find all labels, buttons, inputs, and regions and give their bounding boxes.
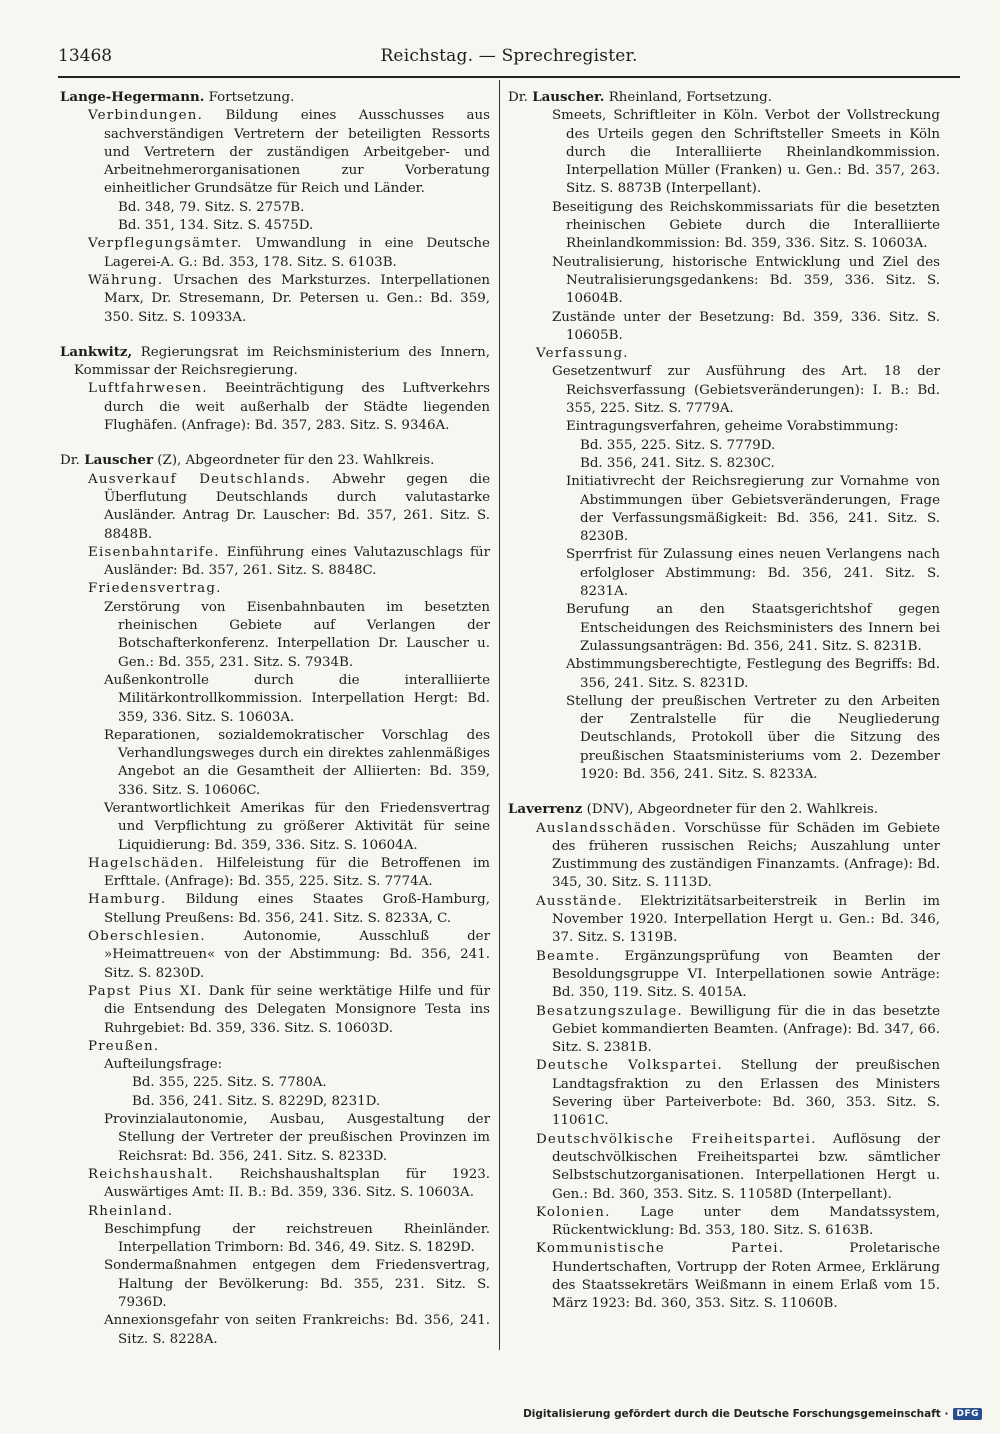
subject-keyword: Deutsche Volkspartei.	[536, 1058, 724, 1074]
sub-sub-subject: Abstimmungsberechtigte, Festlegung des Begriffs: Bd. 356, 241. Sitz. S. 8231D.	[566, 657, 940, 691]
subject-rheinland	[60, 1203, 490, 1221]
subject-keyword: Ausverkauf Deutschlands.	[88, 471, 312, 487]
reference: Bd. 351, 134. Sitz. S. 4575D.	[118, 218, 314, 234]
subject-auslandsschaeden: Auslandsschäden. Vorschüsse für Schäden im Gebiete des früheren russischen Reichs; Auszahlung unter Zustimmung des zuständigen Finanzamts. (Anfrage): Bd. 345, 30. Sitz. S. 1113D.	[536, 820, 940, 891]
subject-eisenbahntarife: Eisenbahntarife. Einführung eines Valutazuschlags für Ausländer: Bd. 357, 261. Sitz. S. 8848C.	[88, 544, 490, 579]
subject-deutsche-volkspartei: Deutsche Volkspartei. Stellung der preußischen Landtagsfraktion zu den Erlassen des Ministers Severing über Parteiverbote: Bd. 360, 353. Sitz. S. 11061C.	[536, 1058, 941, 1129]
sub-subject: Reparationen, sozialdemokratischer Vorschlag des Verhandlungsweges durch ein direktes zahlenmäßiges Angebot an die Gesamtheit der Alliierten: Bd. 359, 336. Sitz. S. 10606C.	[104, 727, 490, 798]
subject-keyword: Luftfahrwesen.	[88, 381, 208, 397]
subject-keyword: Ausstände.	[536, 893, 623, 909]
subject-reichshaushalt: Reichshaushalt. Reichshaushaltsplan für 1923. Auswärtiges Amt: II. B.: Bd. 359, 336. Sitz. S. 10603A.	[88, 1166, 490, 1201]
subject-kommunistische-partei: Kommunistische Partei. Proletarische Hundertschaften, Vortrupp der Roten Armee, Erklärung des Staatssekretärs Weißmann in einem Erlaß vom 15. März 1923: Bd. 360, 353. Sitz. S. 11060B.	[536, 1241, 940, 1312]
subject-keyword: Friedensvertrag.	[88, 581, 222, 597]
sub-sub-subject: Stellung der preußischen Vertreter zu den Arbeiten der Zentralstelle für die Neugliederung Deutschlands, Protokoll über die Sitzung des preußischen Staatsministeriums vom 2. Dezember 1920: Bd. 356, 241. Sitz. S. 8233A.	[566, 693, 940, 782]
subject-keyword: Hamburg.	[88, 892, 167, 908]
subject-besatzungszulage: Besatzungszulage. Bewilligung für die in das besetzte Gebiet kommandierten Beamten. (Anfrage): Bd. 347, 66. Sitz. S. 2381B.	[536, 1003, 940, 1056]
subject-hamburg: Hamburg. Bildung eines Staates Groß-Hamburg, Stellung Preußens: Bd. 356, 241. Sitz. S. 8233A, C.	[88, 892, 490, 926]
reference: Bd. 356, 241. Sitz. S. 8229D, 8231D.	[132, 1093, 381, 1109]
subject-friedensvertrag	[60, 580, 490, 598]
subject-keyword: Rheinland.	[88, 1203, 174, 1219]
entry-lankwitz	[60, 343, 490, 435]
sub-subject: Zerstörung von Eisenbahnbauten im besetzten rheinischen Gebiete auf Verlangen der Botschafterkonferenz. Interpellation Dr. Lauscher u. Gen.: Bd. 355, 231. Sitz. S. 7934B.	[104, 599, 490, 670]
sub-subject: Sondermaßnahmen entgegen dem Friedensvertrag, Haltung der Bevölkerung: Bd. 355, 231. Sitz. S. 7936D.	[104, 1258, 490, 1310]
subject-keyword: Verpflegungsämter.	[88, 236, 243, 252]
subject-keyword: Besatzungszulage.	[536, 1003, 683, 1019]
subject-oberschlesien: Oberschlesien. Autonomie, Ausschluß der »Heimattreuen« von der Abstimmung: Bd. 356, 241. Sitz. S. 8230D.	[88, 929, 490, 981]
reference: Bd. 356, 241. Sitz. S. 8230C.	[580, 455, 775, 471]
right-column	[508, 88, 940, 1324]
entry-heading: Lange-Hegermann. Fortsetzung.	[60, 89, 295, 105]
subject-ausstaende: Ausstände. Elektrizitätsarbeiterstreik in Berlin im November 1920. Interpellation Hergt u. Gen.: Bd. 346, 37. Sitz. S. 1319B.	[536, 893, 940, 946]
subject-keyword: Preußen.	[88, 1038, 160, 1054]
entry-name: Lange-Hegermann.	[60, 89, 205, 105]
page-title: Reichstag. — Sprechregister.	[380, 46, 638, 66]
entry-name: Laverrenz	[508, 801, 583, 818]
subject-verfassung	[508, 345, 940, 363]
subject-hagelschaeden: Hagelschäden. Hilfeleistung für die Betroffenen im Erfttale. (Anfrage): Bd. 355, 225. Sitz. S. 7774A.	[88, 855, 490, 890]
sub-subject: Verantwortlichkeit Amerikas für den Friedensvertrag und Verpflichtung zu größerer Aktivität für seine Liquidierung: Bd. 359, 336. Sitz. S. 10604A.	[104, 800, 490, 853]
subject-verbindungen: Verbindungen. Bildung eines Ausschusses aus sachverständigen Vertretern der beteiligten Ressorts und Vertretern der zuständigen Arbeitgeber- und Arbeitnehmerorganisationen zur Vorberatung einheitlicher Grundsätze für Reich und Länder.	[88, 108, 490, 197]
subject-kolonien: Kolonien. Lage unter dem Mandatssystem, Rückentwicklung: Bd. 353, 180. Sitz. S. 6163B.	[536, 1204, 940, 1239]
running-header	[58, 46, 960, 72]
dfg-logo-icon: DFG	[953, 1408, 982, 1420]
sub-subject: Beschimpfung der reichstreuen Rheinländer. Interpellation Trimborn: Bd. 346, 49. Sitz. S. 1829D.	[104, 1221, 490, 1256]
subject-keyword: Reichshaushalt.	[88, 1166, 214, 1182]
subject-keyword: Hagelschäden.	[88, 855, 205, 871]
subject-keyword: Papst Pius XI.	[88, 983, 203, 999]
reference: Bd. 348, 79. Sitz. S. 2757B.	[118, 199, 305, 215]
subject-beamte: Beamte. Ergänzungsprüfung von Beamten der Besoldungsgruppe VI. Interpellationen sowie Anträge: Bd. 350, 119. Sitz. S. 4015A.	[536, 948, 940, 1001]
subject-keyword: Verfassung.	[536, 346, 629, 362]
digitization-footer	[523, 1408, 982, 1420]
sub-subject: Aufteilungsfrage:	[104, 1057, 223, 1073]
entry-lauscher-continued	[508, 88, 940, 784]
subject-papst-pius: Papst Pius XI. Dank für seine werktätige Hilfe und für die Entsendung des Delegaten Monsignore Testa ins Ruhrgebiet: Bd. 359, 336. Sitz. S. 10603D.	[88, 983, 490, 1036]
reference: Bd. 355, 225. Sitz. S. 7780A.	[132, 1075, 327, 1091]
subject-keyword: Eisenbahntarife.	[88, 544, 220, 560]
entry-name: Lauscher.	[532, 89, 605, 105]
sub-subject: Neutralisierung, historische Entwicklung und Ziel des Neutralisierungsgedankens: Bd. 359, 336. Sitz. S. 10604B.	[552, 254, 940, 307]
subject-keyword: Oberschlesien.	[88, 929, 206, 945]
subject-keyword: Währung.	[88, 272, 164, 288]
subject-keyword: Beamte.	[536, 948, 601, 964]
subject-keyword: Kommunistische Partei.	[536, 1241, 785, 1257]
subject-keyword: Kolonien.	[536, 1204, 611, 1220]
sub-subject: Gesetzentwurf zur Ausführung des Art. 18 der Reichsverfassung (Gebietsveränderungen): I. B.: Bd. 355, 225. Sitz. S. 7779A.	[552, 364, 940, 417]
entry-heading: Lankwitz, Regierungsrat im Reichsministerium des Innern, Kommissar der Reichsregierung.	[60, 343, 490, 379]
sub-sub-subject: Sperrfrist für Zulassung eines neuen Verlangens nach erfolgloser Abstimmung: Bd. 356, 241. Sitz. S. 8231A.	[566, 547, 940, 600]
sub-sub-subject: Berufung an den Staatsgerichtshof gegen Entscheidungen des Reichsministers des Innern bei Zulassungsanträgen: Bd. 356, 241. Sitz. S. 8231B.	[566, 602, 940, 654]
entry-heading: Dr. Lauscher (Z), Abgeordneter für den 23. Wahlkreis.	[60, 452, 435, 469]
entry-name: Lauscher	[84, 452, 154, 469]
entry-laverrenz	[508, 800, 940, 1313]
sub-subject: Annexionsgefahr von seiten Frankreichs: Bd. 356, 241. Sitz. S. 8228A.	[104, 1313, 490, 1347]
subject-keyword: Verbindungen.	[88, 108, 204, 124]
entry-heading: Dr. Lauscher. Rheinland, Fortsetzung.	[508, 89, 772, 105]
column-divider	[499, 80, 500, 1350]
entry-lange-hegermann	[60, 88, 490, 327]
subject-waehrung: Währung. Ursachen des Marksturzes. Interpellationen Marx, Dr. Stresemann, Dr. Petersen u. Gen.: Bd. 359, 350. Sitz. S. 10933A.	[88, 272, 490, 325]
subject-keyword: Auslandsschäden.	[536, 820, 678, 836]
footer-text: Digitalisierung gefördert durch die Deutsche Forschungsgemeinschaft ·	[523, 1408, 949, 1420]
sub-subject: Smeets, Schriftleiter in Köln. Verbot der Vollstreckung des Urteils gegen den Schriftsteller Smeets in Köln durch die Interalliierte Rheinlandkommission. Interpellation Müller (Franken) u. Gen.: Bd. 357, 263. Sitz. S. 8873B (Interpellant).	[552, 108, 940, 197]
subject-keyword: Deutschvölkische Freiheitspartei.	[536, 1131, 817, 1147]
left-column	[60, 88, 490, 1359]
header-rule	[58, 76, 960, 78]
page-number: 13468	[58, 46, 113, 66]
sub-subject: Zustände unter der Besetzung: Bd. 359, 336. Sitz. S. 10605B.	[552, 309, 940, 343]
subject-verpflegungsaemter: Verpflegungsämter. Umwandlung in eine Deutsche Lagerei-A. G.: Bd. 353, 178. Sitz. S. 6103B.	[88, 236, 490, 270]
subject-luftfahrwesen: Luftfahrwesen. Beeinträchtigung des Luftverkehrs durch die weit außerhalb der Städte liegenden Flughäfen. (Anfrage): Bd. 357, 283. Sitz. S. 9346A.	[88, 381, 490, 434]
sub-sub-subject: Initiativrecht der Reichsregierung zur Vornahme von Abstimmungen über Gebietsveränderungen, Frage der Verfassungsmäßigkeit: Bd. 356, 241. Sitz. S. 8230B.	[566, 474, 940, 545]
entry-heading: Laverrenz (DNV), Abgeordneter für den 2. Wahlkreis.	[508, 801, 878, 818]
entry-lauscher	[60, 451, 490, 1349]
subject-deutschvoelkische-freiheitspartei: Deutschvölkische Freiheitspartei. Auflösung der deutschvölkischen Freiheitspartei bzw. sämtlicher Selbstschutzorganisationen. Interpellationen Hergt u. Gen.: Bd. 360, 353. Sitz. S. 11058D (Interpellant).	[536, 1131, 941, 1202]
subject-ausverkauf: Ausverkauf Deutschlands. Abwehr gegen die Überflutung Deutschlands durch valutastarke Ausländer. Antrag Dr. Lauscher: Bd. 357, 261. Sitz. S. 8848B.	[88, 471, 490, 542]
entry-name: Lankwitz,	[60, 343, 133, 360]
sub-subject: Außenkontrolle durch die interalliierte Militärkontrollkommission. Interpellation Hergt: Bd. 359, 336. Sitz. S. 10603A.	[104, 672, 490, 725]
sub-subject: Beseitigung des Reichskommissariats für die besetzten rheinischen Gebiete durch die Interalliierte Rheinlandkommission: Bd. 359, 336. Sitz. S. 10603A.	[552, 199, 940, 252]
sub-sub-subject: Eintragungsverfahren, geheime Vorabstimmung:	[566, 419, 899, 435]
subject-preussen	[60, 1038, 490, 1056]
sub-subject: Provinzialautonomie, Ausbau, Ausgestaltung der Stellung der Vertreter der preußischen Provinzen im Reichsrat: Bd. 356, 241. Sitz. S. 8233D.	[104, 1112, 490, 1164]
reference: Bd. 355, 225. Sitz. S. 7779D.	[580, 437, 776, 453]
